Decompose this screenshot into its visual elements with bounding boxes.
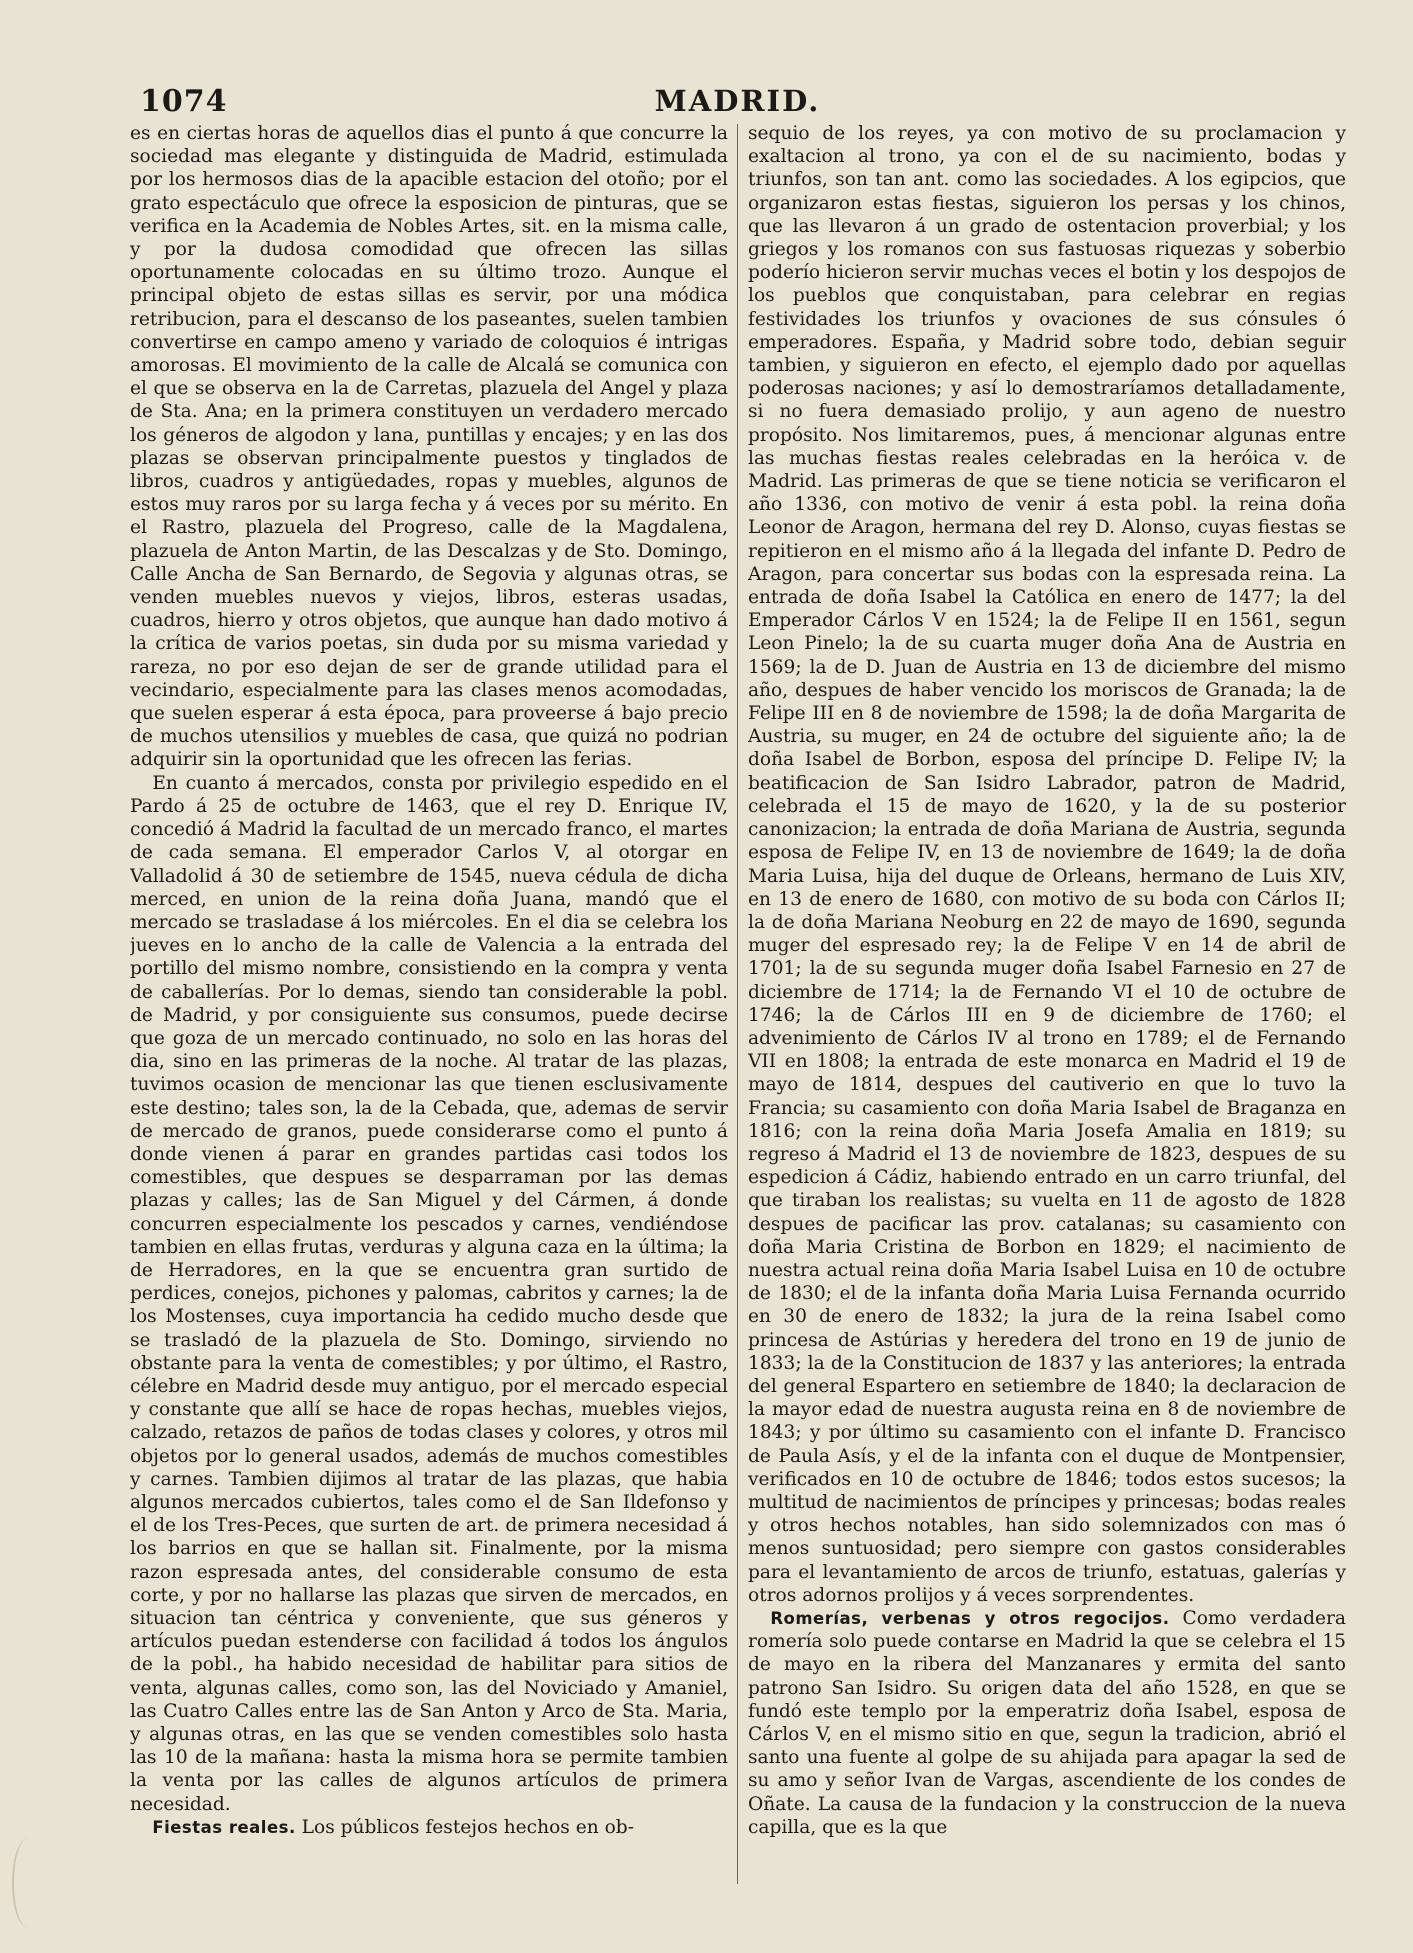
paragraph-promenade: es en ciertas horas de aquellos dias el punto á que concurre la sociedad mas elegante y distinguida de Madrid, estimulada por los hermosos dias de la apacible estacion del otoño; por el grato espectáculo que ofrece la esposicion de pinturas, que se verifica en la Academia de Nobles Artes, sit. en la misma calle, y por la dudosa comodidad que ofrecen las sillas oportunamente colocadas en su último trozo. Aunque el principal objeto de estas sillas es servir, por una módica retribucion, para el descanso de los paseantes, suelen tambien convertirse en campo ameno y variado de coloquios é intrigas amorosas. El movimiento de la calle de Alcalá se comunica con el que se observa en la de Carretas, plazuela del Angel y plaza de Sta. Ana; en la primera constituyen un verdadero mercado los géneros de algodon y lana, puntillas y encajes; y en las dos plazas se observan principalmente puestos y tinglados de libros, cuadros y antigüedades, ropas y muebles, algunos de estos muy raros por su larga fecha y á veces por su mérito. En el Rastro, plazuela del Progreso, calle de la Magdalena, plazuela de Anton Martin, de las Descalzas y de Sto. Domingo, Calle Ancha de San Bernardo, de Segovia y algunas otras, se venden muebles nuevos y viejos, libros, esteras usadas, cuadros, hierro y otros objetos, que aunque han dado motivo á la crítica de varios poetas, sin duda por su misma variedad y rareza, no por eso dejan de ser de grande utilidad para el vecindario, especialmente para las clases menos acomodadas, que suelen esperar á esta época, para proveerse á bajo precio de muchos utensilios y muebles de casa, que quizá no podrian adquirir sin la oportunidad que les ofrecen las ferias. xyxy=(130,123,728,771)
page-number: 1074 xyxy=(140,84,228,119)
running-title: MADRID. xyxy=(654,84,821,118)
paragraph-fiestas-reales xyxy=(130,1816,728,1839)
section-heading-romerias: Romerías, verbenas y otros regocijos. xyxy=(770,1609,1170,1628)
page-header xyxy=(140,84,1335,122)
paragraph-mercados: En cuanto á mercados, consta por privilegio espedido en el Pardo á 25 de octubre de 1463, que el rey D. Enrique IV, concedió á Madrid la facultad de un mercado franco, el martes de cada semana. El emperador Carlos V, al otorgar en Valladolid á 30 de setiembre de 1545, nueva cédula de dicha merced, en union de la reina doña Juana, mandó que el mercado se trasladase á los miércoles. En el dia se celebra los jueves en lo ancho de la calle de Valencia a la entrada del portillo del mismo nombre, consistiendo en la compra y venta de caballerías. Por lo demas, siendo tan considerable la pobl. de Madrid, y por consiguiente sus consumos, puede decirse que goza de un mercado continuado, no solo en las horas del dia, sino en las primeras de la noche. Al tratar de las plazas, tuvimos ocasion de mencionar las que tienen esclusivamente este destino; tales son, la de la Cebada, que, ademas de servir de mercado de granos, puede considerarse como el punto á donde vienen á parar en grandes partidas casi todos los comestibles, que despues se desparraman por las demas plazas y calles; las de San Miguel y del Cármen, á donde concurren especialmente los pescados y carnes, vendiéndose tambien en ellas frutas, verduras y alguna caza en la última; la de Herradores, en la que se encuentra gran surtido de perdices, conejos, pichones y palomas, cabritos y carnes; la de los Mostenses, cuya importancia ha cedido mucho desde que se trasladó de la plazuela de Sto. Domingo, sirviendo no obstante para la venta de comestibles; y por último, el Rastro, célebre en Madrid desde muy antiguo, por el mercado especial y constante que allí se hace de ropas hechas, muebles viejos, calzado, retazos de paños de todas clases y colores, y otros mil objetos por lo general usados, además de muchos comestibles y carnes. Tambien dijimos al tratar de las plazas, que habia algunos mercados cubiertos, tales como el de San Ildefonso y el de los Tres-Peces, que surten de art. de primera necesidad á los barrios en que se hallan sit. Finalmente, por la misma razon espresada antes, del considerable consumo de esta corte, y por no hallarse las plazas que sirven de mercados, en situacion tan céntrica y conveniente, que sus géneros y artículos puedan estenderse con facilidad á todos los ángulos de la pobl., ha habido necesidad de habilitar para sitios de venta, algunas calles, como son, las del Noviciado y Amaniel, las Cuatro Calles entre las de San Anton y Arco de Sta. Maria, y algunas otras, en las que se venden comestibles solo hasta las 10 de la mañana: hasta la misma hora se permite tambien la venta por las calles de algunos artículos de primera necesidad. xyxy=(130,772,728,1815)
paragraph-romerias xyxy=(748,1607,1346,1839)
left-column xyxy=(130,122,728,1882)
column-divider xyxy=(737,124,738,1884)
paragraph-romerias-text: Como verdadera romería solo puede contarse en Madrid la que se celebra el 15 de mayo en la ribera del Manzanares y ermita del santo patrono San Isidro. Su origen data del año 1528, en que se fundó este templo por la emperatriz doña Isabel, esposa de Cárlos V, en el mismo sitio en que, segun la tradicion, abrió el santo una fuente al golpe de su ahijada para apagar la sed de su amo y señor Ivan de Vargas, ascendiente de los condes de Oñate. La causa de la fundacion y la construccion de la nueva capilla, que es la que xyxy=(748,1608,1346,1838)
paragraph-fiestas-reales-text: Los públicos festejos hechos en ob- xyxy=(295,1816,634,1838)
page-edge-mark xyxy=(12,1838,44,1928)
paragraph-fiestas-continued: sequio de los reyes, ya con motivo de su proclamacion y exaltacion al trono, ya con el de su nacimiento, bodas y triunfos, son tan ant. como las sociedades. A los egipcios, que organizaron estas fiestas, siguieron los persas y los chinos, que las llevaron á un grado de ostentacion proverbial; y los griegos y los romanos con sus fastuosas riquezas y soberbio poderío hicieron servir muchas veces el botin y los despojos de los pueblos que conquistaban, para celebrar en regias festividades los triunfos y ovaciones de sus cónsules ó emperadores. España, y Madrid sobre todo, debian seguir tambien, y siguieron en efecto, el ejemplo dado por aquellas poderosas naciones; y así lo demostraríamos detalladamente, si no fuera demasiado prolijo, y aun ageno de nuestro propósito. Nos limitaremos, pues, á mencionar algunas entre las muchas fiestas reales celebradas en la heróica v. de Madrid. Las primeras de que se tiene noticia se verificaron el año 1336, con motivo de venir á esta pobl. la reina doña Leonor de Aragon, hermana del rey D. Alonso, cuyas fiestas se repitieron en el mismo año á la llegada del infante D. Pedro de Aragon, para concertar sus bodas con la espresada reina. La entrada de doña Isabel la Católica en enero de 1477; la del Emperador Cárlos V en 1524; la de Felipe II en 1561, segun Leon Pinelo; la de su cuarta muger doña Ana de Austria en 1569; la de D. Juan de Austria en 13 de diciembre del mismo año, despues de haber vencido los moriscos de Granada; la de Felipe III en 8 de noviembre de 1598; la de doña Margarita de Austria, su muger, en 24 de octubre del siguiente año; la de doña Isabel de Borbon, esposa del príncipe D. Felipe IV; la beatificacion de San Isidro Labrador, patron de Madrid, celebrada el 15 de mayo de 1620, y la de su posterior canonizacion; la entrada de doña Mariana de Austria, segunda esposa de Felipe IV, en 13 de noviembre de 1649; la de doña Maria Luisa, hija del duque de Orleans, hermano de Luis XIV, en 13 de enero de 1680, con motivo de su boda con Cárlos II; la de doña Mariana Neoburg en 22 de mayo de 1690, segunda muger del espresado rey; la de Felipe V en 14 de abril de 1701; la de su segunda muger doña Isabel Farnesio en 27 de diciembre de 1714; la de Fernando VI el 10 de octubre de 1746; la de Cárlos III en 9 de diciembre de 1760; el advenimiento de Cárlos IV al trono en 1789; el de Fernando VII en 1808; la entrada de este monarca en Madrid el 19 de mayo de 1814, despues del cautiverio en que lo tuvo la Francia; su casamiento con doña Maria Isabel de Braganza en 1816; con la reina doña Maria Josefa Amalia en 1819; su regreso á Madrid el 13 de noviembre de 1823, despues de su espedicion á Cádiz, habiendo entrado en un carro triunfal, del que tiraban los realistas; su vuelta en 11 de agosto de 1828 despues de pacificar las prov. catalanas; su casamiento con doña Maria Cristina de Borbon en 1829; el nacimiento de nuestra actual reina doña Maria Isabel Luisa en 10 de octubre de 1830; el de la infanta doña Maria Luisa Fernanda ocurrido en 30 de enero de 1832; la jura de la reina Isabel como princesa de Astúrias y heredera del trono en 19 de junio de 1833; la de la Constitucion de 1837 y las anteriores; la entrada del general Espartero en setiembre de 1840; la declaracion de la mayor edad de nuestra augusta reina en 8 de noviembre de 1843; y por último su casamiento con el infante D. Francisco de Paula Asís, y el de la infanta con el duque de Montpensier, verificados en 10 de octubre de 1846; todos estos sucesos; la multitud de nacimientos de príncipes y princesas; bodas reales y otros hechos notables, han sido solemnizados con mas ó menos suntuosidad; pero siempre con gastos considerables para el levantamiento de arcos de triunfo, estatuas, galerías y otros adornos prolijos y á veces sorprendentes. xyxy=(748,123,1346,1606)
right-column xyxy=(748,122,1346,1882)
section-heading-fiestas-reales: Fiestas reales. xyxy=(152,1817,296,1837)
